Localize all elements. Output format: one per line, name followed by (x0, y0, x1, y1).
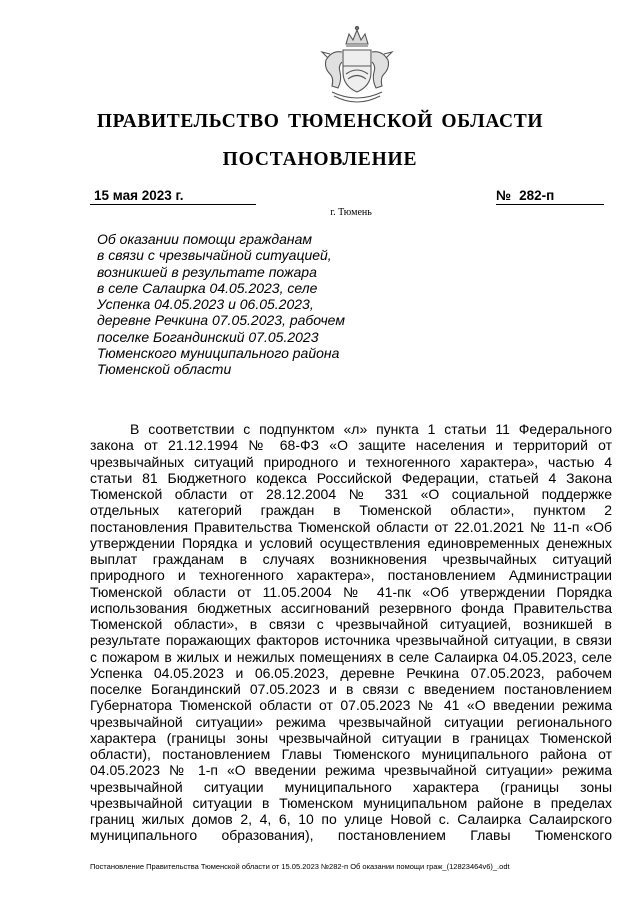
body-line: Тюменской области от 28.12.2004 № 331 «О социальной поддержке (90, 486, 612, 502)
document-body (90, 421, 612, 844)
subject-line: в связи с чрезвычайной ситуацией, (97, 247, 332, 264)
body-line: закона от 21.12.1994 № 68-ФЗ «О защите населения и территорий от (90, 437, 612, 454)
body-line: 04.05.2023 № 1-п «О введении режима чрезвычайной ситуации» режима (90, 762, 612, 779)
document-number (496, 187, 604, 205)
subject-line: поселке Богандинский 07.05.2023 (97, 328, 319, 345)
coat-of-arms-icon (312, 22, 402, 112)
body-line: Тюменской области от 11.05.2004 № 41-пк «Об утверждении Порядка (90, 583, 612, 600)
document-type: ПОСТАНОВЛЕНИЕ (222, 149, 418, 170)
body-line: чрезвычайной ситуации» режима чрезвычайной ситуации регионального (90, 713, 612, 730)
body-line: Тюменской области», в связи с чрезвычайной ситуацией, возникшей в (90, 616, 612, 632)
body-line: области), постановлением Главы Тюменского муниципального района от (90, 746, 612, 762)
body-line: результате поражающих факторов источника чрезвычайной ситуации, в связи (90, 632, 612, 649)
body-line: В соответствии с подпунктом «л» пункта 1 статьи 11 Федерального (130, 421, 612, 437)
subject-line: Тюменского муниципального района (97, 345, 340, 362)
document-date-value: 15 мая 2023 г. (94, 188, 184, 203)
document-city: г. Тюмень (330, 207, 372, 218)
body-line: с пожаром в жилых и нежилых помещениях в селе Салаирка 04.05.2023, селе (90, 648, 612, 665)
subject-line: в селе Салаирка 04.05.2023, селе (97, 279, 318, 296)
body-line: природного и техногенного характера», постановлением Администрации (90, 567, 612, 584)
body-line: отдельных категорий граждан в Тюменской области», пунктом 2 (90, 502, 612, 519)
body-line: постановления Правительства Тюменской области от 22.01.2021 № 11-п «Об (90, 518, 612, 535)
number-sign: № (496, 188, 512, 203)
document-subject (97, 231, 397, 378)
government-title: ПРАВИТЕЛЬСТВО ТЮМЕНСКОЙ ОБЛАСТИ (96, 111, 544, 132)
body-line: использования бюджетных ассигнований резервного фонда Правительства (90, 599, 612, 616)
document-footer: Постановление Правительства Тюменской области от 15.05.2023 №282-п Об оказании помощи граж_(12823464v6)_.odt (90, 862, 510, 871)
body-line: муниципального образования), постановлением Главы Тюменского (90, 827, 612, 844)
body-line: Успенка 04.05.2023 и 06.05.2023, деревне Речкина 07.05.2023, рабочем (90, 664, 612, 681)
document-date (90, 187, 256, 205)
body-line: утверждении Порядка и условий осуществления единовременных денежных (90, 534, 612, 551)
subject-line: Об оказании помощи гражданам (97, 231, 313, 247)
subject-line: Тюменской области (97, 361, 232, 378)
body-line: выплат гражданам в случаях возникновения чрезвычайных ситуаций (90, 551, 612, 567)
body-line: статьи 81 Бюджетного кодекса Российской Федерации, статьей 4 Закона (90, 469, 612, 486)
subject-line: деревне Речкина 07.05.2023, рабочем (97, 312, 345, 329)
subject-line: Успенка 04.05.2023 и 06.05.2023, (97, 296, 314, 313)
body-line: чрезвычайной ситуации в Тюменском муниципальном районе в пределах (90, 794, 612, 811)
body-line: чрезвычайной ситуации муниципального характера (границы зоны (90, 778, 612, 795)
document-number-value: 282-п (519, 188, 555, 203)
body-line: поселке Богандинский 07.05.2023 и в связи с введением постановлением (90, 681, 612, 697)
body-line: чрезвычайных ситуаций природного и техногенного характера», частью 4 (90, 453, 612, 470)
subject-line: возникшей в результате пожара (97, 263, 317, 280)
body-line: Губернатора Тюменской области от 07.05.2023 № 41 «О введении режима (90, 697, 612, 714)
body-line: границ жилых домов 2, 4, 6, 10 по улице Новой с. Салаирка Салаирского (90, 811, 612, 827)
body-line: характера (границы зоны чрезвычайной ситуации в границах Тюменской (90, 729, 612, 746)
